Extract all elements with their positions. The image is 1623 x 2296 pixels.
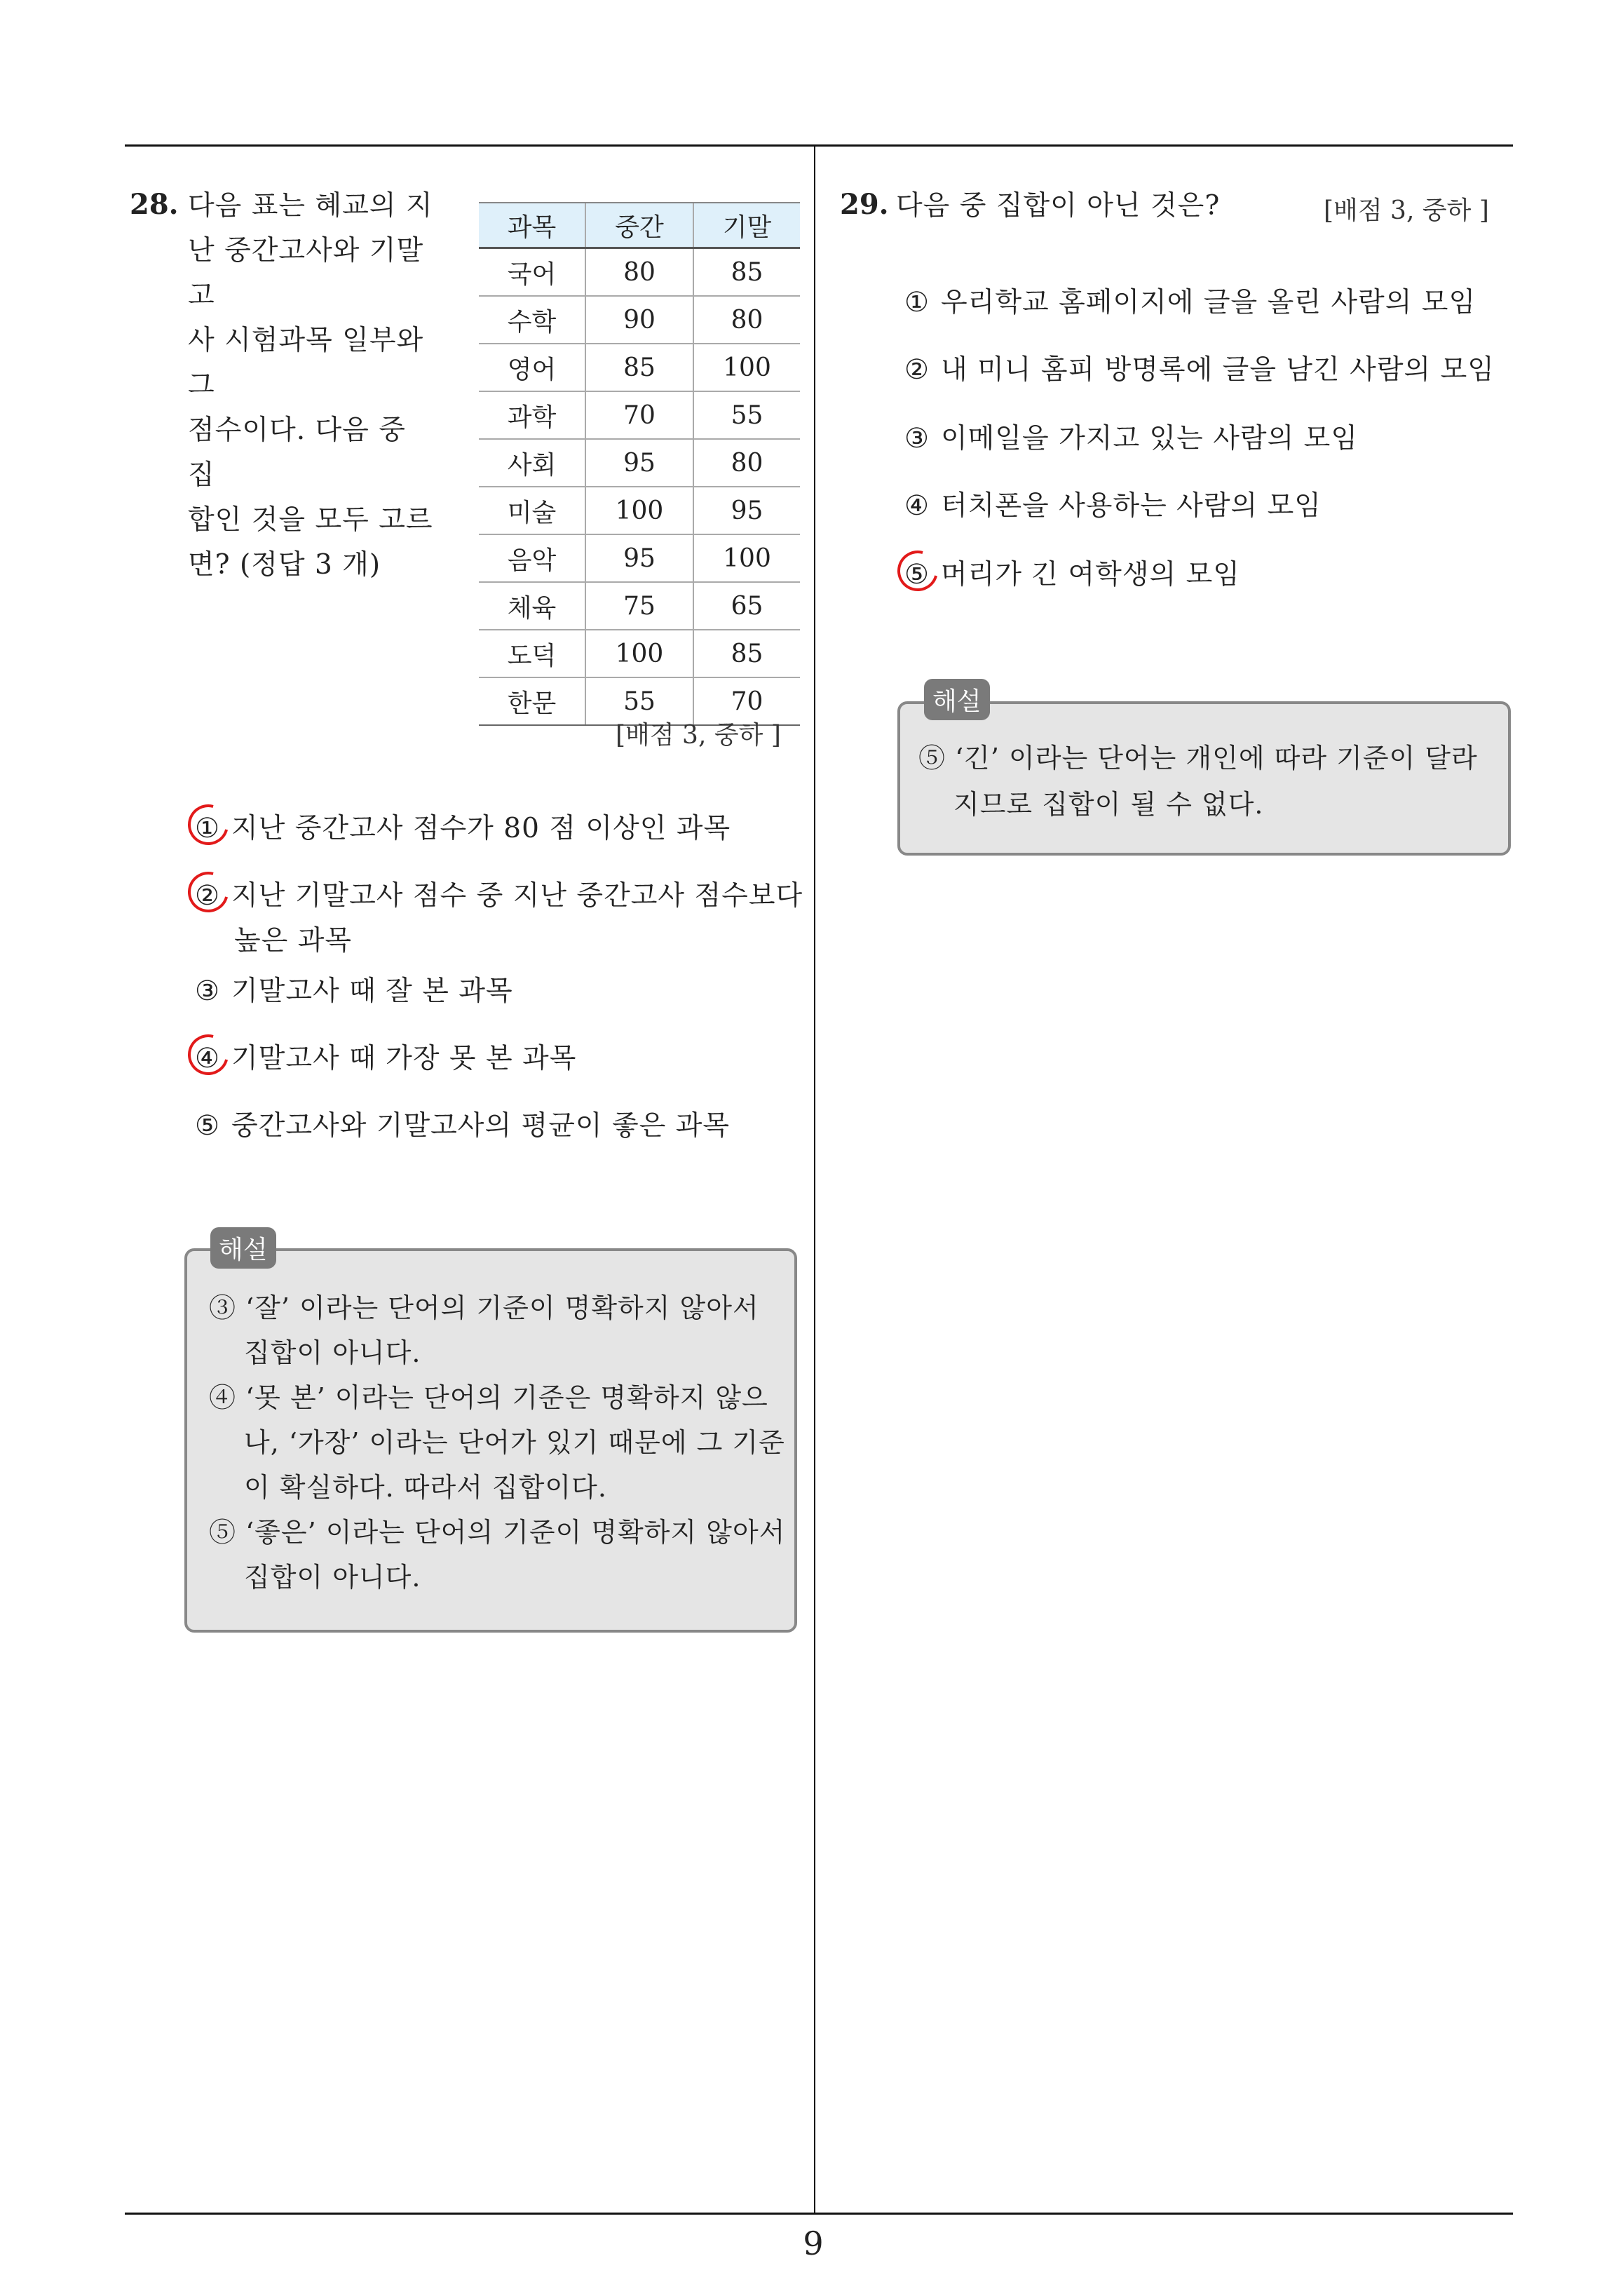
table-row — [479, 534, 800, 582]
option-number: ④ — [195, 1043, 220, 1074]
option-text: 중간고사와 기말고사의 평균이 좋은 과목 — [231, 1110, 731, 1142]
explanation-line: 이 확실하다. 따라서 집합이다. — [244, 1472, 607, 1503]
q29-score-meta: [배점 3, 중하 ] — [1324, 196, 1489, 225]
q28-prompt-line: 합인 것을 모두 고르 — [188, 504, 433, 536]
option-text: 우리학교 홈페이지에 글을 올린 사람의 모임 — [941, 287, 1476, 318]
option-number: ③ — [195, 975, 220, 1007]
q28-prompt — [188, 184, 440, 588]
q28-option-4[interactable] — [195, 1036, 576, 1076]
q29-explanation-tag: 해설 — [924, 679, 990, 720]
table-row — [479, 248, 800, 297]
table-cell: 국어 — [479, 248, 585, 297]
q28-prompt-line: 점수이다. 다음 중 집 — [188, 414, 406, 491]
explanation-line: 나, ‘가장’ 이라는 단어가 있기 때문에 그 기준 — [244, 1427, 785, 1458]
table-row — [479, 487, 800, 534]
table-cell: 95 — [585, 534, 693, 582]
q29-option-3[interactable] — [904, 417, 1358, 456]
explanation-line: ⑤ ‘긴’ 이라는 단어는 개인에 따라 기준이 달라 — [918, 743, 1478, 774]
table-cell: 사회 — [479, 439, 585, 487]
table-header-row — [479, 203, 800, 248]
q28-prompt-line: 면? (정답 3 개) — [188, 549, 381, 581]
table-cell: 95 — [693, 487, 800, 534]
table-cell: 85 — [693, 248, 800, 297]
table-cell: 100 — [693, 534, 800, 582]
table-cell: 80 — [585, 248, 693, 297]
table-cell: 95 — [585, 439, 693, 487]
table-cell: 85 — [585, 344, 693, 391]
option-number: ① — [195, 813, 220, 844]
explanation-line: ⑤ ‘좋은’ 이라는 단어의 기준이 명확하지 않아서 — [209, 1517, 786, 1548]
table-cell: 음악 — [479, 534, 585, 582]
option-text: 터치폰을 사용하는 사람의 모임 — [941, 490, 1322, 522]
table-cell: 55 — [585, 677, 693, 725]
option-text: 기말고사 때 가장 못 본 과목 — [231, 1043, 577, 1074]
table-row — [479, 296, 800, 344]
table-cell: 100 — [585, 630, 693, 677]
q28-explanation-tag: 해설 — [210, 1227, 276, 1269]
option-text: 지난 기말고사 점수 중 지난 중간고사 점수보다 — [231, 880, 803, 912]
q28-prompt-line: 다음 표는 혜교의 지 — [188, 190, 433, 222]
table-cell: 70 — [693, 677, 800, 725]
table-cell: 한문 — [479, 677, 585, 725]
option-text: 내 미니 홈피 방명록에 글을 남긴 사람의 모임 — [941, 354, 1495, 386]
q29-option-2[interactable] — [904, 348, 1495, 387]
explanation-line: 집합이 아니다. — [244, 1337, 421, 1368]
table-cell: 100 — [585, 487, 693, 534]
table-row — [479, 344, 800, 391]
q28-score-meta: [배점 3, 중하 ] — [616, 721, 781, 750]
q29-explanation-box — [897, 701, 1511, 856]
option-number: ⑤ — [195, 1110, 220, 1142]
table-cell: 수학 — [479, 296, 585, 344]
table-cell: 70 — [585, 391, 693, 439]
table-cell: 90 — [585, 296, 693, 344]
table-cell: 85 — [693, 630, 800, 677]
table-cell: 체육 — [479, 582, 585, 630]
option-number: ② — [904, 354, 930, 386]
table-header: 중간 — [585, 203, 693, 248]
table-row — [479, 630, 800, 677]
table-cell: 미술 — [479, 487, 585, 534]
table-row — [479, 439, 800, 487]
q29-prompt: 다음 중 집합이 아닌 것은? — [896, 190, 1221, 222]
table-header: 과목 — [479, 203, 585, 248]
table-cell: 과학 — [479, 391, 585, 439]
q28-prompt-line: 난 중간고사와 기말고 — [188, 235, 424, 311]
q28-option-2[interactable] — [195, 874, 803, 913]
table-cell: 80 — [693, 439, 800, 487]
option-number: ④ — [904, 490, 930, 522]
option-number: ① — [904, 287, 930, 318]
option-text: 지난 중간고사 점수가 80 점 이상인 과목 — [231, 813, 731, 844]
q28-option-2-continued: 높은 과목 — [234, 925, 353, 957]
table-row — [479, 582, 800, 630]
column-divider — [814, 146, 815, 2215]
option-text: 이메일을 가지고 있는 사람의 모임 — [941, 423, 1359, 454]
explanation-line: 지므로 집합이 될 수 없다. — [953, 789, 1264, 820]
option-number: ③ — [904, 423, 930, 454]
table-header: 기말 — [693, 203, 800, 248]
table-cell: 55 — [693, 391, 800, 439]
q29-option-1[interactable] — [904, 281, 1476, 320]
table-cell: 75 — [585, 582, 693, 630]
table-cell: 도덕 — [479, 630, 585, 677]
q29-option-5[interactable] — [904, 553, 1240, 592]
option-text: 머리가 긴 여학생의 모임 — [941, 559, 1240, 590]
explanation-line: ③ ‘잘’ 이라는 단어의 기준이 명확하지 않아서 — [209, 1292, 759, 1323]
score-table — [479, 202, 800, 726]
top-rule — [125, 144, 1513, 147]
q28-option-3[interactable] — [195, 969, 513, 1008]
table-cell: 80 — [693, 296, 800, 344]
q28-prompt-line: 사 시험과목 일부와 그 — [188, 325, 424, 401]
option-number: ⑤ — [904, 559, 930, 590]
option-text: 기말고사 때 잘 본 과목 — [231, 975, 513, 1007]
table-cell: 영어 — [479, 344, 585, 391]
q29-option-4[interactable] — [904, 484, 1322, 523]
q28-option-1[interactable] — [195, 806, 731, 846]
page-number: 9 — [803, 2224, 824, 2262]
explanation-line: ④ ‘못 본’ 이라는 단어의 기준은 명확하지 않으 — [209, 1382, 768, 1413]
table-row — [479, 391, 800, 439]
bottom-rule — [125, 2213, 1513, 2215]
q29-number: 29. — [840, 188, 889, 221]
table-cell: 100 — [693, 344, 800, 391]
explanation-line: 집합이 아니다. — [244, 1562, 421, 1593]
table-cell: 65 — [693, 582, 800, 630]
q28-option-5[interactable] — [195, 1104, 730, 1143]
option-number: ② — [195, 880, 220, 912]
q28-number: 28. — [130, 188, 179, 221]
